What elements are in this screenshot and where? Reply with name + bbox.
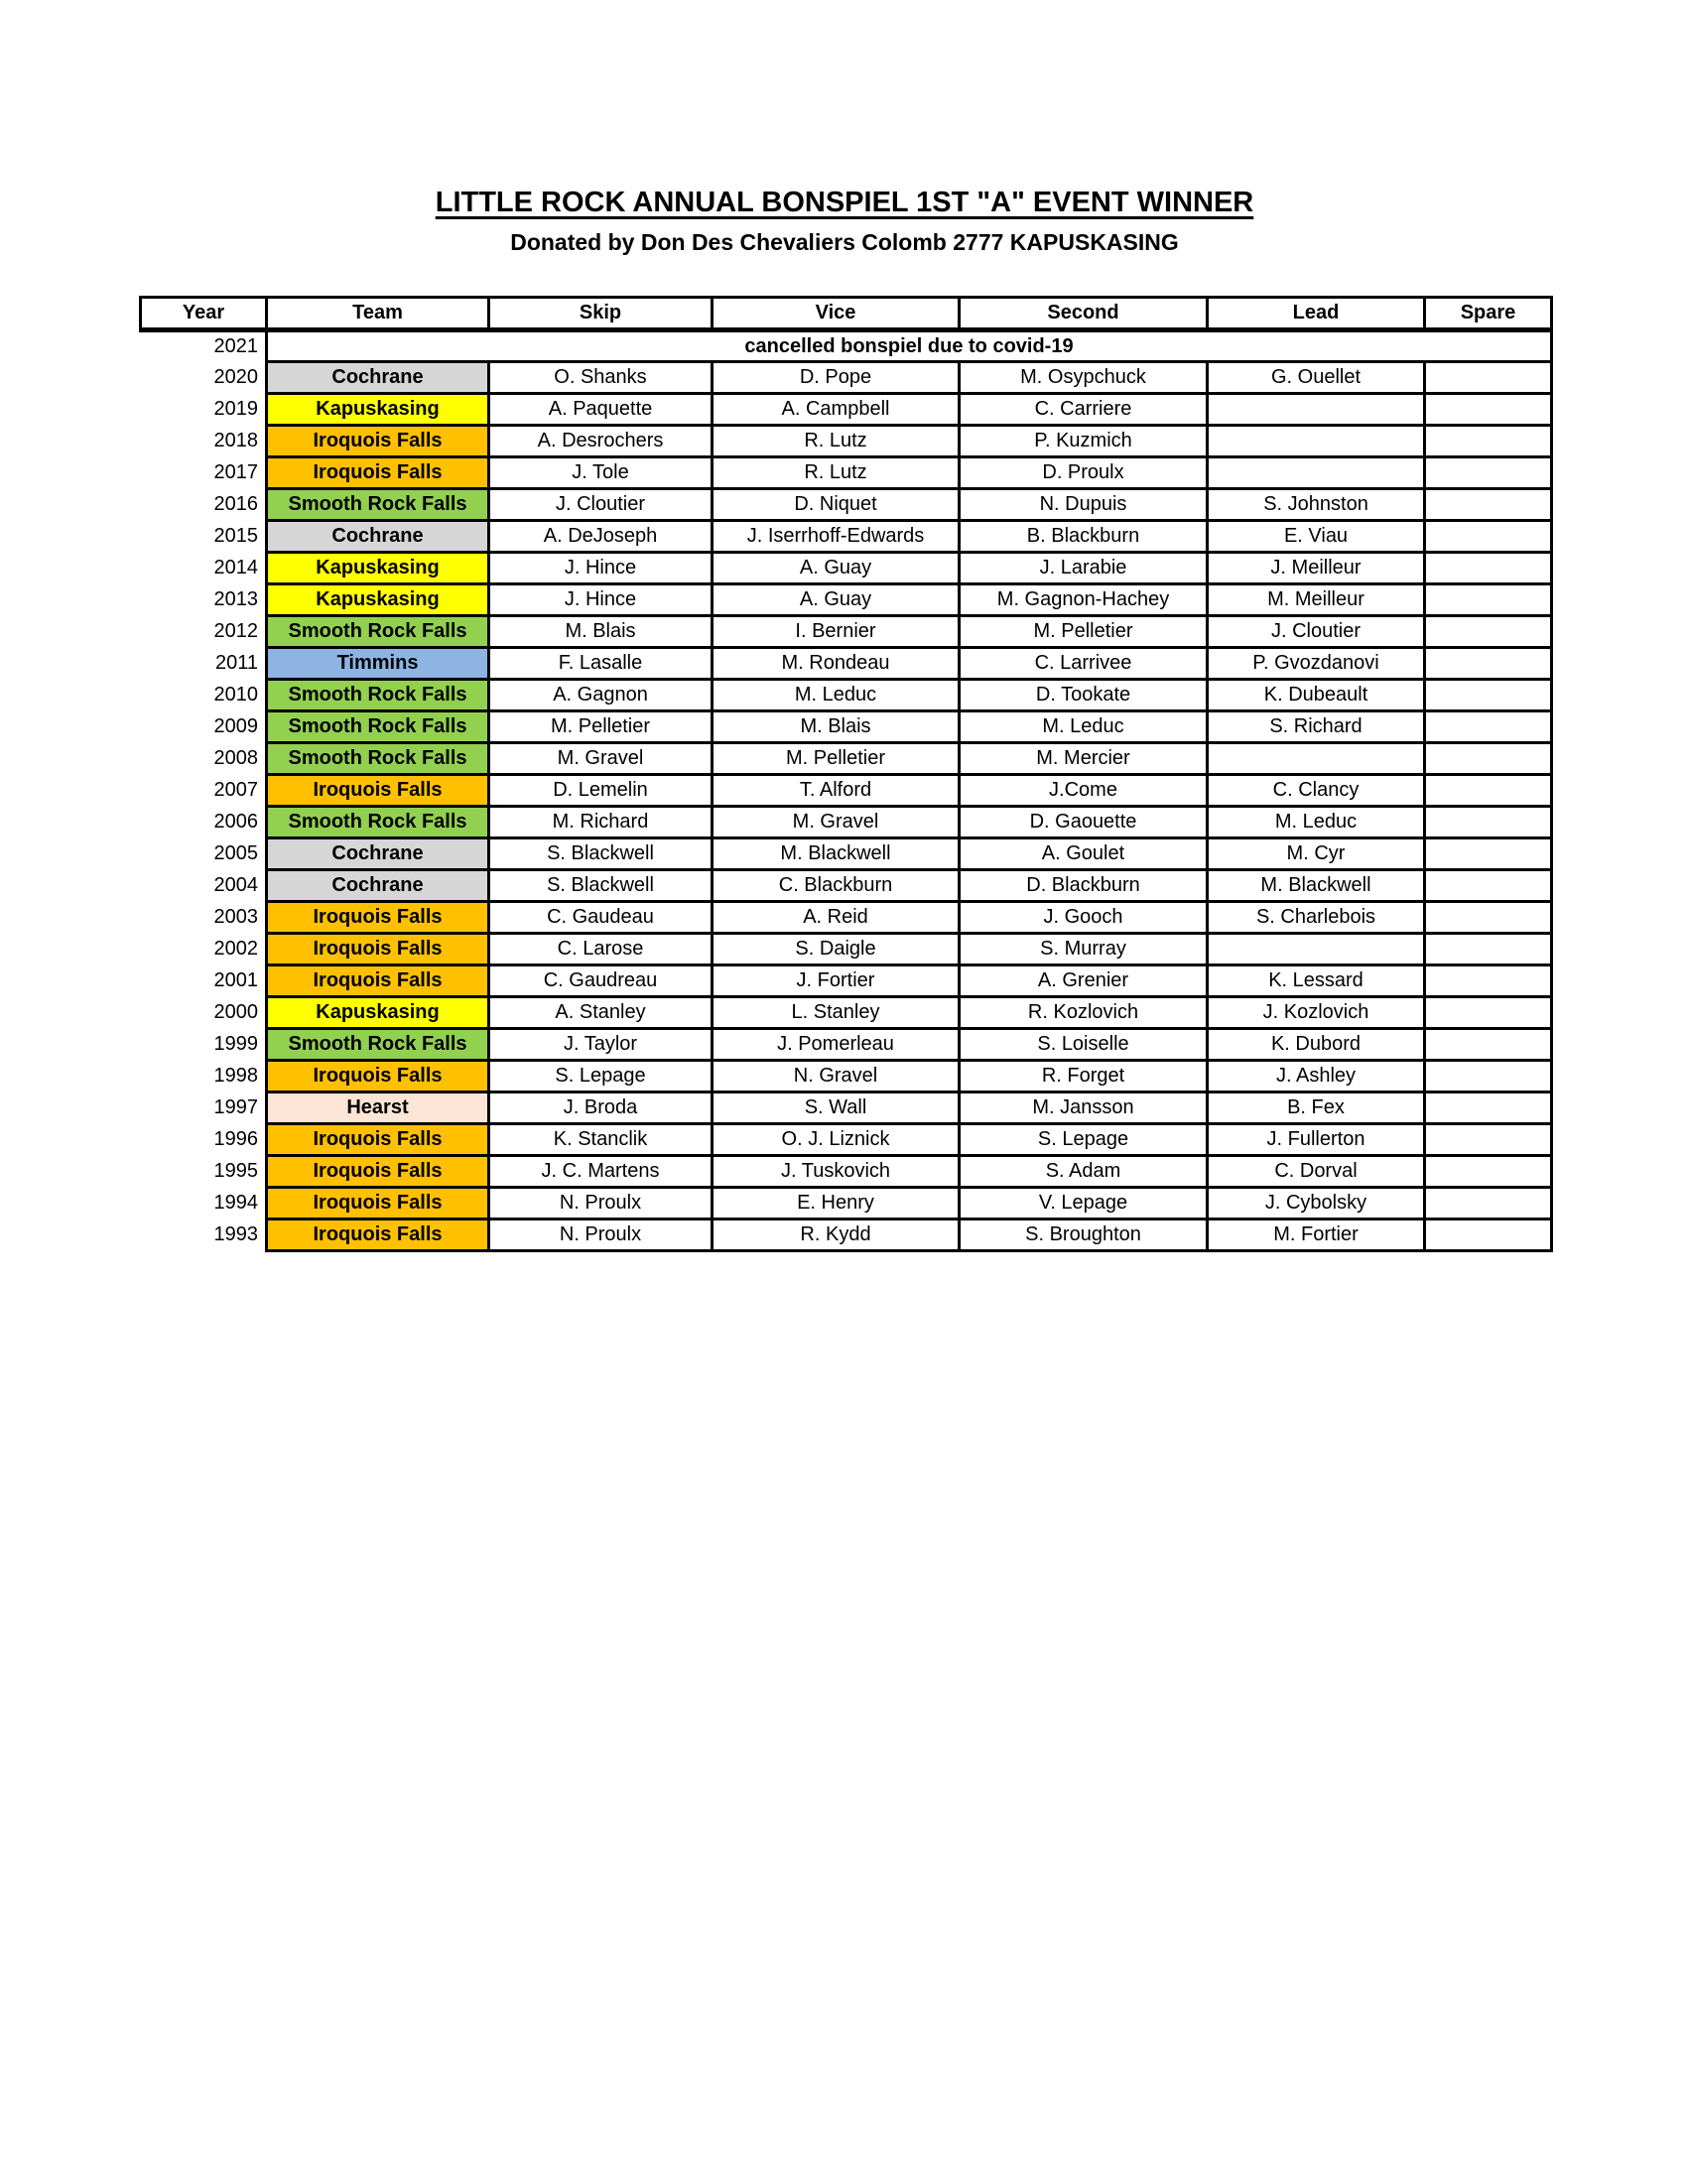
team-cell: Hearst bbox=[267, 1092, 489, 1124]
team-cell: Iroquois Falls bbox=[267, 1220, 489, 1251]
header-cell-team: Team bbox=[267, 298, 489, 330]
year-cell: 2020 bbox=[141, 362, 267, 394]
second-cell: M. Osypchuck bbox=[960, 362, 1208, 394]
skip-cell: J. Broda bbox=[489, 1092, 713, 1124]
spare-cell bbox=[1425, 616, 1552, 648]
header-cell-skip: Skip bbox=[489, 298, 713, 330]
spare-cell bbox=[1425, 838, 1552, 870]
vice-cell: R. Kydd bbox=[713, 1220, 960, 1251]
team-cell: Smooth Rock Falls bbox=[267, 680, 489, 711]
header-cell-lead: Lead bbox=[1208, 298, 1425, 330]
skip-cell: S. Lepage bbox=[489, 1061, 713, 1092]
lead-cell: M. Fortier bbox=[1208, 1220, 1425, 1251]
skip-cell: O. Shanks bbox=[489, 362, 713, 394]
team-cell: Iroquois Falls bbox=[267, 775, 489, 807]
table-row bbox=[141, 1124, 1552, 1156]
skip-cell: S. Blackwell bbox=[489, 838, 713, 870]
year-cell: 2015 bbox=[141, 521, 267, 553]
team-cell: Kapuskasing bbox=[267, 584, 489, 616]
table-row bbox=[141, 934, 1552, 965]
skip-cell: J. Hince bbox=[489, 584, 713, 616]
year-cell: 2009 bbox=[141, 711, 267, 743]
vice-cell: D. Niquet bbox=[713, 489, 960, 521]
skip-cell: D. Lemelin bbox=[489, 775, 713, 807]
skip-cell: A. DeJoseph bbox=[489, 521, 713, 553]
spare-cell bbox=[1425, 489, 1552, 521]
lead-cell: E. Viau bbox=[1208, 521, 1425, 553]
team-cell: Kapuskasing bbox=[267, 394, 489, 426]
second-cell: M. Jansson bbox=[960, 1092, 1208, 1124]
table-row bbox=[141, 807, 1552, 838]
table-row bbox=[141, 616, 1552, 648]
year-cell: 2004 bbox=[141, 870, 267, 902]
skip-cell: C. Larose bbox=[489, 934, 713, 965]
header-cell-spare: Spare bbox=[1425, 298, 1552, 330]
year-cell: 1993 bbox=[141, 1220, 267, 1251]
spare-cell bbox=[1425, 1092, 1552, 1124]
page-title: LITTLE ROCK ANNUAL BONSPIEL 1ST "A" EVENT WINNER bbox=[435, 187, 1254, 218]
vice-cell: J. Iserrhoff-Edwards bbox=[713, 521, 960, 553]
team-cell: Iroquois Falls bbox=[267, 1124, 489, 1156]
spare-cell bbox=[1425, 1188, 1552, 1220]
team-cell: Smooth Rock Falls bbox=[267, 616, 489, 648]
second-cell: P. Kuzmich bbox=[960, 426, 1208, 457]
table-row bbox=[141, 1156, 1552, 1188]
vice-cell: M. Blackwell bbox=[713, 838, 960, 870]
spare-cell bbox=[1425, 965, 1552, 997]
team-cell: Smooth Rock Falls bbox=[267, 807, 489, 838]
year-cell: 2013 bbox=[141, 584, 267, 616]
skip-cell: N. Proulx bbox=[489, 1220, 713, 1251]
vice-cell: J. Pomerleau bbox=[713, 1029, 960, 1061]
table-row bbox=[141, 1188, 1552, 1220]
team-cell: Smooth Rock Falls bbox=[267, 711, 489, 743]
table-row bbox=[141, 997, 1552, 1029]
lead-cell: S. Richard bbox=[1208, 711, 1425, 743]
lead-cell bbox=[1208, 457, 1425, 489]
table-row bbox=[141, 584, 1552, 616]
team-cell: Iroquois Falls bbox=[267, 965, 489, 997]
team-cell: Smooth Rock Falls bbox=[267, 489, 489, 521]
team-cell: Iroquois Falls bbox=[267, 934, 489, 965]
team-cell: Cochrane bbox=[267, 838, 489, 870]
year-cell: 2014 bbox=[141, 553, 267, 584]
table-row bbox=[141, 902, 1552, 934]
spare-cell bbox=[1425, 362, 1552, 394]
vice-cell: M. Gravel bbox=[713, 807, 960, 838]
table-row bbox=[141, 1092, 1552, 1124]
vice-cell: M. Pelletier bbox=[713, 743, 960, 775]
spare-cell bbox=[1425, 584, 1552, 616]
year-cell: 2019 bbox=[141, 394, 267, 426]
year-cell: 1997 bbox=[141, 1092, 267, 1124]
table-row bbox=[141, 870, 1552, 902]
team-cell: Kapuskasing bbox=[267, 997, 489, 1029]
year-cell: 1996 bbox=[141, 1124, 267, 1156]
vice-cell: S. Daigle bbox=[713, 934, 960, 965]
lead-cell: P. Gvozdanovi bbox=[1208, 648, 1425, 680]
lead-cell: G. Ouellet bbox=[1208, 362, 1425, 394]
vice-cell: N. Gravel bbox=[713, 1061, 960, 1092]
spare-cell bbox=[1425, 680, 1552, 711]
spare-cell bbox=[1425, 1220, 1552, 1251]
second-cell: J. Gooch bbox=[960, 902, 1208, 934]
lead-cell: J. Ashley bbox=[1208, 1061, 1425, 1092]
spare-cell bbox=[1425, 1029, 1552, 1061]
table-row bbox=[141, 1220, 1552, 1251]
team-cell: Cochrane bbox=[267, 521, 489, 553]
vice-cell: R. Lutz bbox=[713, 457, 960, 489]
skip-cell: A. Stanley bbox=[489, 997, 713, 1029]
skip-cell: N. Proulx bbox=[489, 1188, 713, 1220]
lead-cell: J. Fullerton bbox=[1208, 1124, 1425, 1156]
year-cell: 2007 bbox=[141, 775, 267, 807]
skip-cell: A. Gagnon bbox=[489, 680, 713, 711]
table-row bbox=[141, 394, 1552, 426]
spare-cell bbox=[1425, 997, 1552, 1029]
year-cell: 2018 bbox=[141, 426, 267, 457]
team-cell: Iroquois Falls bbox=[267, 426, 489, 457]
second-cell: D. Gaouette bbox=[960, 807, 1208, 838]
skip-cell: K. Stanclik bbox=[489, 1124, 713, 1156]
year-cell: 2021 bbox=[141, 330, 267, 362]
spare-cell bbox=[1425, 934, 1552, 965]
second-cell: C. Carriere bbox=[960, 394, 1208, 426]
lead-cell: K. Dubord bbox=[1208, 1029, 1425, 1061]
cancelled-note-cell: cancelled bonspiel due to covid-19 bbox=[267, 330, 1552, 362]
table-row bbox=[141, 489, 1552, 521]
lead-cell bbox=[1208, 743, 1425, 775]
year-cell: 2005 bbox=[141, 838, 267, 870]
vice-cell: A. Campbell bbox=[713, 394, 960, 426]
lead-cell: K. Lessard bbox=[1208, 965, 1425, 997]
table-row bbox=[141, 743, 1552, 775]
skip-cell: J. Tole bbox=[489, 457, 713, 489]
skip-cell: J. Cloutier bbox=[489, 489, 713, 521]
table-row bbox=[141, 553, 1552, 584]
skip-cell: J. Taylor bbox=[489, 1029, 713, 1061]
year-cell: 2000 bbox=[141, 997, 267, 1029]
second-cell: S. Adam bbox=[960, 1156, 1208, 1188]
skip-cell: M. Richard bbox=[489, 807, 713, 838]
spare-cell bbox=[1425, 1061, 1552, 1092]
lead-cell: M. Blackwell bbox=[1208, 870, 1425, 902]
second-cell: R. Kozlovich bbox=[960, 997, 1208, 1029]
lead-cell bbox=[1208, 934, 1425, 965]
lead-cell: J. Cybolsky bbox=[1208, 1188, 1425, 1220]
table-row bbox=[141, 965, 1552, 997]
team-cell: Iroquois Falls bbox=[267, 902, 489, 934]
team-cell: Iroquois Falls bbox=[267, 1156, 489, 1188]
spare-cell bbox=[1425, 457, 1552, 489]
skip-cell: J. Hince bbox=[489, 553, 713, 584]
second-cell: D. Blackburn bbox=[960, 870, 1208, 902]
vice-cell: S. Wall bbox=[713, 1092, 960, 1124]
spare-cell bbox=[1425, 1124, 1552, 1156]
vice-cell: R. Lutz bbox=[713, 426, 960, 457]
spare-cell bbox=[1425, 1156, 1552, 1188]
spare-cell bbox=[1425, 902, 1552, 934]
team-cell: Cochrane bbox=[267, 362, 489, 394]
header-row bbox=[141, 298, 1552, 330]
vice-cell: C. Blackburn bbox=[713, 870, 960, 902]
year-cell: 1995 bbox=[141, 1156, 267, 1188]
lead-cell: J. Cloutier bbox=[1208, 616, 1425, 648]
skip-cell: F. Lasalle bbox=[489, 648, 713, 680]
table-row bbox=[141, 838, 1552, 870]
page-subtitle: Donated by Don Des Chevaliers Colomb 2777 KAPUSKASING bbox=[510, 229, 1179, 255]
vice-cell: J. Fortier bbox=[713, 965, 960, 997]
vice-cell: M. Leduc bbox=[713, 680, 960, 711]
second-cell: S. Broughton bbox=[960, 1220, 1208, 1251]
skip-cell: M. Pelletier bbox=[489, 711, 713, 743]
results-table bbox=[139, 296, 1553, 1252]
table-row bbox=[141, 648, 1552, 680]
lead-cell: S. Charlebois bbox=[1208, 902, 1425, 934]
spare-cell bbox=[1425, 711, 1552, 743]
sheet bbox=[139, 187, 1550, 1252]
table-row bbox=[141, 457, 1552, 489]
second-cell: S. Lepage bbox=[960, 1124, 1208, 1156]
table-row bbox=[141, 521, 1552, 553]
skip-cell: S. Blackwell bbox=[489, 870, 713, 902]
spare-cell bbox=[1425, 394, 1552, 426]
vice-cell: A. Reid bbox=[713, 902, 960, 934]
lead-cell: J. Kozlovich bbox=[1208, 997, 1425, 1029]
vice-cell: O. J. Liznick bbox=[713, 1124, 960, 1156]
spare-cell bbox=[1425, 870, 1552, 902]
table-row bbox=[141, 426, 1552, 457]
vice-cell: D. Pope bbox=[713, 362, 960, 394]
skip-cell: M. Gravel bbox=[489, 743, 713, 775]
spare-cell bbox=[1425, 807, 1552, 838]
vice-cell: J. Tuskovich bbox=[713, 1156, 960, 1188]
year-cell: 1998 bbox=[141, 1061, 267, 1092]
lead-cell: M. Cyr bbox=[1208, 838, 1425, 870]
spare-cell bbox=[1425, 743, 1552, 775]
lead-cell: K. Dubeault bbox=[1208, 680, 1425, 711]
lead-cell: J. Meilleur bbox=[1208, 553, 1425, 584]
year-cell: 2012 bbox=[141, 616, 267, 648]
team-cell: Smooth Rock Falls bbox=[267, 1029, 489, 1061]
skip-cell: A. Desrochers bbox=[489, 426, 713, 457]
vice-cell: A. Guay bbox=[713, 584, 960, 616]
team-cell: Cochrane bbox=[267, 870, 489, 902]
vice-cell: A. Guay bbox=[713, 553, 960, 584]
lead-cell: S. Johnston bbox=[1208, 489, 1425, 521]
second-cell: C. Larrivee bbox=[960, 648, 1208, 680]
team-cell: Kapuskasing bbox=[267, 553, 489, 584]
year-cell: 2006 bbox=[141, 807, 267, 838]
second-cell: S. Loiselle bbox=[960, 1029, 1208, 1061]
second-cell: S. Murray bbox=[960, 934, 1208, 965]
year-cell: 2003 bbox=[141, 902, 267, 934]
second-cell: M. Leduc bbox=[960, 711, 1208, 743]
spare-cell bbox=[1425, 553, 1552, 584]
second-cell: R. Forget bbox=[960, 1061, 1208, 1092]
header-cell-vice: Vice bbox=[713, 298, 960, 330]
spare-cell bbox=[1425, 521, 1552, 553]
team-cell: Iroquois Falls bbox=[267, 1188, 489, 1220]
table-body bbox=[141, 330, 1552, 1251]
vice-cell: M. Rondeau bbox=[713, 648, 960, 680]
table-row bbox=[141, 711, 1552, 743]
lead-cell: C. Dorval bbox=[1208, 1156, 1425, 1188]
second-cell: B. Blackburn bbox=[960, 521, 1208, 553]
lead-cell: B. Fex bbox=[1208, 1092, 1425, 1124]
team-cell: Timmins bbox=[267, 648, 489, 680]
year-cell: 1999 bbox=[141, 1029, 267, 1061]
vice-cell: T. Alford bbox=[713, 775, 960, 807]
team-cell: Iroquois Falls bbox=[267, 1061, 489, 1092]
skip-cell: C. Gaudeau bbox=[489, 902, 713, 934]
vice-cell: L. Stanley bbox=[713, 997, 960, 1029]
second-cell: M. Gagnon-Hachey bbox=[960, 584, 1208, 616]
team-cell: Smooth Rock Falls bbox=[267, 743, 489, 775]
header-cell-year: Year bbox=[141, 298, 267, 330]
second-cell: N. Dupuis bbox=[960, 489, 1208, 521]
year-cell: 2011 bbox=[141, 648, 267, 680]
spare-cell bbox=[1425, 426, 1552, 457]
second-cell: A. Goulet bbox=[960, 838, 1208, 870]
second-cell: D. Proulx bbox=[960, 457, 1208, 489]
lead-cell: M. Leduc bbox=[1208, 807, 1425, 838]
table-row bbox=[141, 1061, 1552, 1092]
table-row bbox=[141, 1029, 1552, 1061]
skip-cell: A. Paquette bbox=[489, 394, 713, 426]
skip-cell: C. Gaudreau bbox=[489, 965, 713, 997]
table-row bbox=[141, 775, 1552, 807]
second-cell: D. Tookate bbox=[960, 680, 1208, 711]
year-cell: 2010 bbox=[141, 680, 267, 711]
spare-cell bbox=[1425, 775, 1552, 807]
spare-cell bbox=[1425, 648, 1552, 680]
lead-cell bbox=[1208, 426, 1425, 457]
year-cell: 2001 bbox=[141, 965, 267, 997]
second-cell: V. Lepage bbox=[960, 1188, 1208, 1220]
lead-cell: C. Clancy bbox=[1208, 775, 1425, 807]
header-cell-second: Second bbox=[960, 298, 1208, 330]
skip-cell: J. C. Martens bbox=[489, 1156, 713, 1188]
table-row bbox=[141, 680, 1552, 711]
team-cell: Iroquois Falls bbox=[267, 457, 489, 489]
lead-cell bbox=[1208, 394, 1425, 426]
second-cell: M. Pelletier bbox=[960, 616, 1208, 648]
year-cell: 1994 bbox=[141, 1188, 267, 1220]
year-cell: 2016 bbox=[141, 489, 267, 521]
skip-cell: M. Blais bbox=[489, 616, 713, 648]
year-cell: 2002 bbox=[141, 934, 267, 965]
vice-cell: I. Bernier bbox=[713, 616, 960, 648]
year-cell: 2008 bbox=[141, 743, 267, 775]
lead-cell: M. Meilleur bbox=[1208, 584, 1425, 616]
vice-cell: M. Blais bbox=[713, 711, 960, 743]
second-cell: M. Mercier bbox=[960, 743, 1208, 775]
second-cell: J.Come bbox=[960, 775, 1208, 807]
vice-cell: E. Henry bbox=[713, 1188, 960, 1220]
second-cell: A. Grenier bbox=[960, 965, 1208, 997]
second-cell: J. Larabie bbox=[960, 553, 1208, 584]
year-cell: 2017 bbox=[141, 457, 267, 489]
cancelled-row bbox=[141, 330, 1552, 362]
table-row bbox=[141, 362, 1552, 394]
